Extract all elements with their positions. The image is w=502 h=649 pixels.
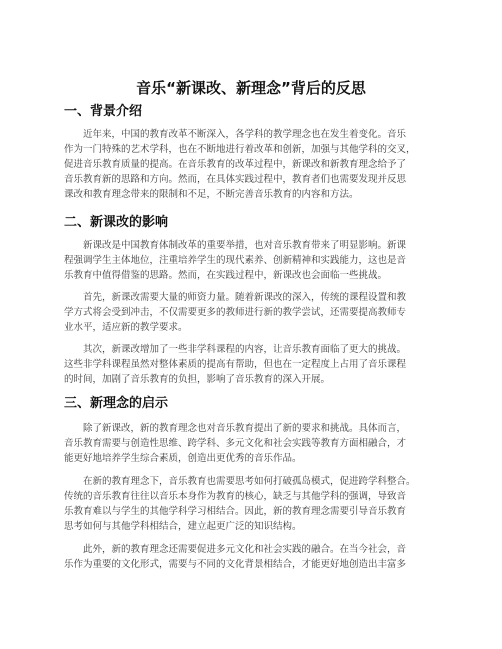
text-line: 首先，新课改需要大量的师资力量。随着新课改的深入，传统的课程设置和教: [83, 292, 407, 303]
text-line: 乐作为重要的文化形式，需要与不同的文化背景相结合，才能更好地创造出丰富多: [64, 559, 407, 570]
text-line: 课改和教育理念带来的限制和不足，不断完善音乐教育的内容和方法。: [64, 189, 359, 200]
section-heading-new-curriculum-impact: 二、新课改的影响: [64, 215, 169, 230]
text-line: 促进音乐教育质量的提高。在音乐教育的改革过程中，新课改和新教育理念给予了: [64, 159, 407, 170]
section-3-paragraph-3: [64, 542, 440, 572]
text-line: 作为一门特殊的艺术学科，也在不断地进行着改革和创新，加强与其他学科的交叉，: [64, 144, 416, 155]
text-line: 在新的教育理念下，音乐教育也需要思考如何打破孤岛模式，促进跨学科整合。: [83, 476, 416, 487]
text-line: 能更好地培养学生综合素质，创造出更优秀的音乐作品。: [64, 453, 302, 464]
text-line: 音乐教育新的思路和方向。然而，在具体实践过程中，教育者们也需要发现并反思: [64, 174, 407, 185]
text-line: 学方式将会受到冲击，不仅需要更多的教师进行新的教学尝试，还需要提高教师专: [64, 307, 407, 318]
text-line: 这些非学科课程虽然对整体素质的提高有帮助，但也在一定程度上占用了音乐课程: [64, 359, 407, 370]
section-heading-background: 一、背景介绍: [64, 104, 143, 119]
section-2-paragraph-3: [64, 342, 440, 387]
text-line: 乐教育中值得借鉴的思路。然而，在实践过程中，新课改也会面临一些挑战。: [64, 270, 388, 281]
text-line: 业水平，适应新的教学要求。: [64, 322, 188, 333]
text-line: 新课改是中国教育体制改革的重要举措，也对音乐教育带来了明显影响。新课: [83, 240, 407, 251]
text-line: 程强调学生主体地位，注重培养学生的现代素养、创新精神和实践能力，这也是音: [64, 255, 407, 266]
section-heading-new-concept-insights: 三、新理念的启示: [64, 396, 169, 411]
text-line: 近年来，中国的教育改革不断深入，各学科的教学理念也在发生着变化。音乐: [83, 129, 407, 140]
text-line: 乐教育难以与学生的其他学科学习相结合。因此，新的教育理念需要引导音乐教育: [64, 506, 407, 517]
text-line: 传统的音乐教育往往以音乐本身作为教育的核心，缺乏与其他学科的强调，导致音: [64, 491, 407, 502]
section-3-paragraph-2: [64, 474, 440, 534]
text-line: 其次，新课改增加了一些非学科课程的内容，让音乐教育面临了更大的挑战。: [83, 344, 407, 355]
document-title: 音乐“新课改、新理念”背后的反思: [136, 79, 366, 97]
section-2-paragraph-2: [64, 290, 440, 335]
text-line: 除了新课改，新的教育理念也对音乐教育提出了新的要求和挑战。具体而言，: [83, 423, 407, 434]
text-line: 思考如何与其他学科相结合，建立起更广泛的知识结构。: [64, 521, 302, 532]
section-2-paragraph-1: [64, 238, 440, 283]
text-line: 音乐教育需要与创造性思维、跨学科、多元文化和社会实践等教育方面相融合，才: [64, 438, 407, 449]
section-1-paragraph-1: [64, 127, 440, 202]
section-3-paragraph-1: [64, 421, 440, 466]
text-line: 的时间，加剧了音乐教育的负担，影响了音乐教育的深入开展。: [64, 374, 331, 385]
text-line: 此外，新的教育理念还需要促进多元文化和社会实践的融合。在当今社会，音: [83, 544, 407, 555]
